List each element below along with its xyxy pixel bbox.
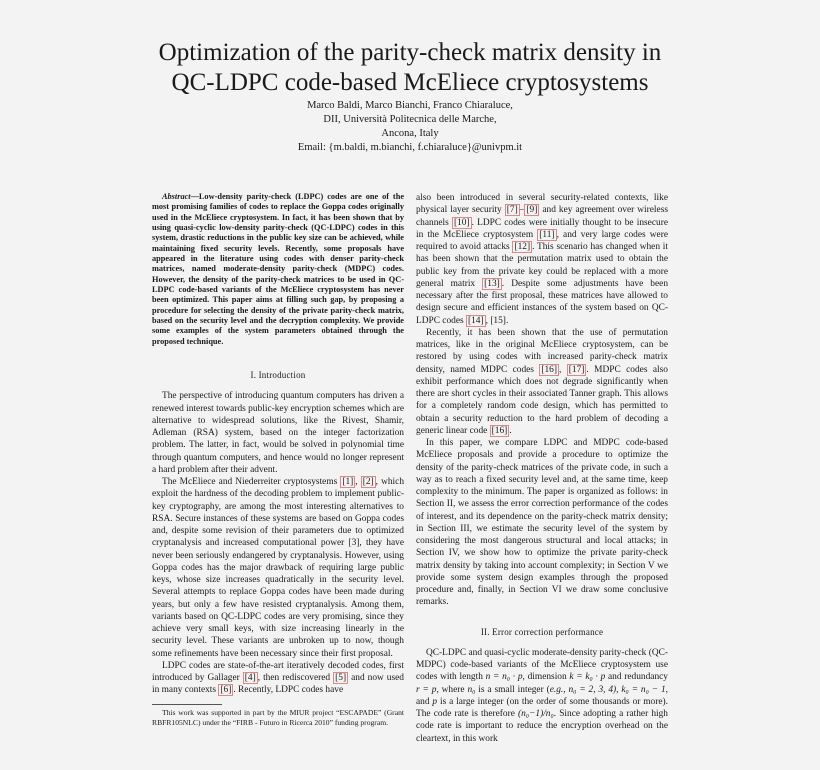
footnote-rule (152, 704, 222, 705)
eg-text: e.g., (549, 684, 566, 695)
citation-link[interactable]: [10] (453, 217, 470, 228)
math-inline: (n₀−1)/n₀ (517, 709, 554, 719)
citation-link[interactable]: [2] (362, 477, 374, 488)
text-span: and redundancy (605, 672, 668, 683)
text-span: also been introduced in several security-related contexts, like physical layer security (416, 193, 668, 216)
citation-link[interactable]: [14] (468, 315, 484, 326)
text-span: . Recently, LDPC codes have (233, 685, 344, 696)
affiliation-city: Ancona, Italy (381, 128, 439, 139)
abstract-lead: Abstract (162, 192, 191, 201)
text-span: Recently, it has been shown that the use of permutation matrices, like in the original McEliece cryptosystem, can be restored by using codes with increased parity-check matrix density, named MDPC codes (416, 327, 668, 375)
text-span: , and (416, 684, 668, 707)
text-span: LDPC codes are state-of-the-art iteratively decoded codes, first introduced by Gallager (152, 660, 404, 684)
citation-link[interactable]: [6] (220, 685, 232, 696)
text-span: and key agreement over wireless channels (416, 205, 668, 228)
text-span: , which exploit the hardness of the decoding problem to implement public-key cryptography, are among the most interesting alternatives to RSA. Secure instances of these systems are based on Goppa codes and, despite some revision of their parameters due to optimized cryptanalysis and increased computational power [3], they have never been seriously endangered by cryptanalysis. However, using Goppa codes has the major drawback of requiring large public keys, whose size increases quadratically in the security level. Several attempts to replace Goppa codes have been made during years, but only a few have resisted cryptanalysis. Among them, variants based on QC-LDPC codes are very promising, since they achieve very small keys, with size increasing linearly in the security level. These variants are unbroken up to now, though some refinements have been necessary since their first proposal. (152, 477, 405, 659)
author-names: Marco Baldi, Marco Bianchi, Franco Chiaraluce, (307, 100, 513, 111)
text-span: and now used in many contexts (152, 673, 404, 696)
intro-paragraph-3 (152, 660, 404, 697)
text-span: . LDPC codes were initially thought to be insecure in the McEliece cryptosystem (416, 217, 668, 240)
left-column (152, 192, 404, 697)
math-inline: n₀ (467, 684, 476, 695)
text-span: , dimension (522, 672, 570, 683)
right-paragraph-4 (416, 647, 668, 745)
text-span: . (505, 315, 509, 326)
text-span: , (485, 315, 491, 326)
paper-title (0, 38, 820, 98)
citation-link[interactable]: [7] (506, 205, 518, 216)
citation-text: [15] (490, 315, 506, 326)
right-paragraph-3: In this paper, we compare LDPC and MDPC code-based McEliece proposals and provide a procedure to optimize the density of the parity-check matrices of the private code, in such a way as to reach a fixed security level and, at the same time, keep complexity to the minimum. The paper is organized as follows: in Section II, we assess the error correction performance of the codes of interest, and its dependence on the parity-check matrix density; in Section III, we estimate the security level of the system by considering the most dangerous structural and local attacks; in Section IV, we show how to optimize the private parity-check matrix density by taking into account complexity; in Section V we provide some system design examples through the proposed procedure and, finally, in Section VI we draw some conclusive remarks. (416, 438, 668, 608)
text-span: . This scenario has changed when it has been shown that the permutation matrix used to obtain the public key from the private key could be replaced with a more general matrix (416, 242, 668, 289)
text-span: . Since adopting a rather high code rate is important to reduce the encryption overhead on the cleartext, in this work (416, 709, 668, 744)
citation-link[interactable]: [1] (342, 477, 354, 488)
author-email: Email: {m.baldi, m.bianchi, f.chiaraluce}@univpm.it (297, 142, 523, 153)
text-span: , where (436, 684, 468, 695)
text-span: , and very large codes were required to avoid attacks (416, 229, 668, 252)
math-inline: n = n₀ · p (485, 672, 523, 683)
math-inline: n₀ = 2, 3, 4), k₀ = n₀ − 1 (568, 684, 666, 695)
abstract-text: —Low-density parity-check (LDPC) codes are one of the most promising families of codes to replace the Goppa codes originally used in the McEliece cryptosystem. In fact, it has been shown that by using quasi-cyclic low-density parity-check (QC-LDPC) codes in this system, drastic reductions in the public key size can be achieved, while maintaining fixed security levels. Recently, some proposals have appeared in the literature using codes with denser parity-check matrices, named moderate-density parity-check (MDPC) codes. However, the density of the parity-check matrices to be used in QC-LDPC code-based variants of the McEliece cryptosystem has never been optimized. This paper aims at filling such gap, by proposing a procedure for selecting the density of the private parity-check matrix, based on the security level and the decryption complexity. We provide some examples of the system parameters obtained through the proposed technique. (152, 192, 404, 346)
text-span: , (559, 364, 567, 375)
affiliation-dept: DII, Università Politecnica delle Marche, (323, 114, 497, 125)
citation-link[interactable]: [9] (526, 205, 538, 216)
citation-link[interactable]: [5] (335, 673, 347, 684)
text-span: . (509, 425, 512, 436)
citation-link[interactable]: [11] (539, 229, 555, 240)
abstract (152, 192, 404, 347)
intro-paragraph-1: The perspective of introducing quantum computers has driven a renewed interest towards public-key encryption schemes which are alternative to widespread solutions, like the Rivest, Shamir, Adleman (RSA) system, based on the integer factorization problem. The latter, in fact, would be solved in polynomial time through quantum computers, and hence would no longer represent a hard problem after their advent. (152, 391, 404, 475)
right-column (416, 192, 668, 745)
section-heading-error-correction: II. Error correction performance (480, 626, 604, 637)
citation-link[interactable]: [16] (491, 425, 508, 436)
math-inline: p (432, 696, 438, 707)
text-span: – (519, 205, 525, 216)
text-span: The McEliece and Niederreiter cryptosystems (162, 477, 341, 488)
section-heading-introduction: I. Introduction (250, 370, 306, 381)
citation-link[interactable]: [4] (244, 673, 256, 684)
text-span: , (355, 477, 361, 488)
funding-footnote: This work was supported in part by the MIUR project “ESCAPADE” (Grant RBFR105NLC) under the “FIRB - Futuro in Ricerca 2010” funding program. (152, 708, 404, 727)
text-span: , then rediscovered (257, 673, 334, 684)
citation-link[interactable]: [16] (541, 364, 557, 375)
citation-link[interactable]: [12] (514, 242, 531, 252)
right-paragraph-2 (416, 327, 668, 437)
title-line-2: QC-LDPC code-based McEliece cryptosystems (171, 69, 649, 96)
text-span: is a small integer ( (475, 684, 550, 695)
text-span: . Despite some adjustments have been necessary after the first proposal, these matrices have allowed to design secure and efficient instances of the system based on QC-LDPC codes (416, 278, 669, 326)
text-span: QC-LDPC and quasi-cyclic moderate-density parity-check (QC-MDPC) code-based variants of the McEliece cryptosystem use codes with length (416, 647, 668, 683)
intro-paragraph-2 (152, 476, 404, 660)
author-block (0, 99, 820, 155)
text-span: . MDPC codes also exhibit performance which does not degrade significantly when there are short cycles in their associated Tanner graph. This allows for a completely random code design, which has permitted to obtain a security reduction to the hard problem of decoding a generic linear code (416, 364, 668, 436)
math-inline: r = p (416, 684, 437, 695)
text-span: is a large integer (on the order of some thousands or more). The code rate is therefore (416, 696, 668, 719)
right-paragraph-1 (416, 192, 668, 327)
title-line-1: Optimization of the parity-check matrix density in (158, 39, 662, 66)
math-inline: k = k₀ · p (569, 672, 606, 683)
citation-link[interactable]: [17] (568, 364, 585, 375)
citation-link[interactable]: [13] (484, 278, 500, 289)
